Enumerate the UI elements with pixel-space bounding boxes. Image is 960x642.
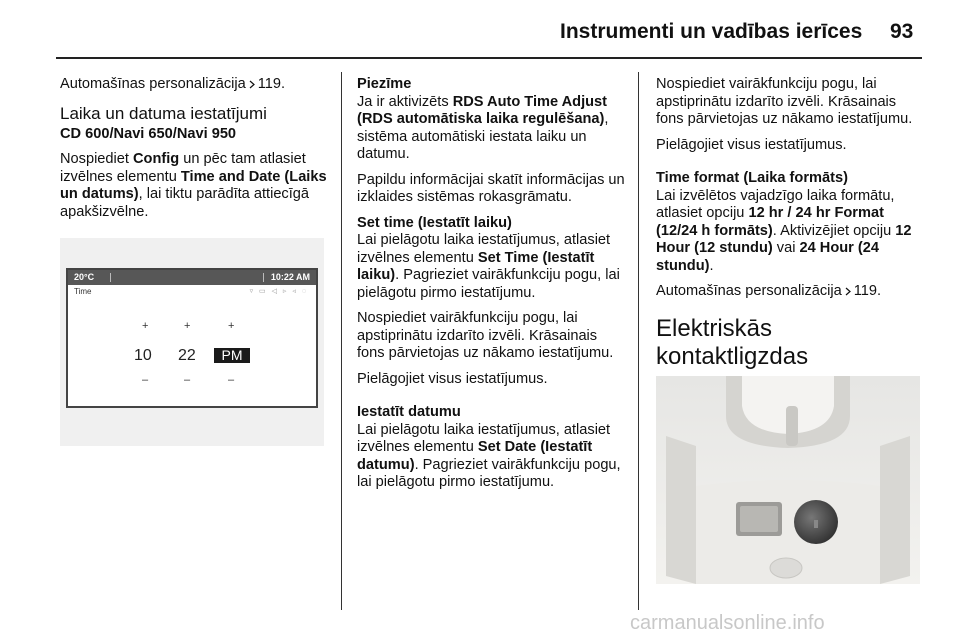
cross-reference[interactable]: Automašīnas personalizācija 119.	[656, 283, 882, 299]
screen-title: Time	[74, 287, 92, 296]
subheading: CD 600/Navi 650/Navi 950	[60, 125, 237, 142]
minute-plus-button[interactable]: +	[184, 320, 191, 332]
minute-minus-button[interactable]: –	[184, 374, 191, 386]
status-bar	[68, 270, 316, 285]
status-icons: ▿ ▭ ◁ ▹ ◃ ◌	[249, 288, 308, 295]
ampm-plus-button[interactable]: +	[228, 320, 235, 332]
paragraph: Nospiediet Config un pēc tam atlasiet izvēlnes elementu Time and Date (Laiks un datums), lai tiktu parādīta attiecīgā apakšizvēlne.	[60, 151, 327, 220]
header-rule	[56, 57, 922, 59]
set-time-paragraph: Lai pielāgotu laika iestatījumus, atlasiet izvēlnes elementu Set Time (Iestatīt laiku). Pagrieziet vairākfunkciju pogu, lai pielāgotu pirmo iestatījumu.	[357, 232, 620, 301]
note-paragraph-2: Papildu informācijai skatīt informācijas un izklaides sistēmas rokasgrāmatu.	[357, 171, 625, 205]
adjust-paragraph: Pielāgojiet visus iestatījumus.	[357, 370, 548, 387]
column-divider-2	[638, 72, 639, 610]
hour-minus-button[interactable]: –	[142, 374, 149, 386]
confirm-paragraph: Nospiediet vairākfunkciju pogu, lai apstiprinātu izdarīto izvēli. Krāsainais fons pārvietojas uz nākamo iestatījumu.	[357, 310, 614, 361]
column-divider-1	[341, 72, 342, 610]
time-settings-figure	[60, 238, 324, 446]
confirm-paragraph: Nospiediet vairākfunkciju pogu, lai apstiprinātu izdarīto izvēli. Krāsainais fons pārvietojas uz nākamo iestatījumu.	[656, 76, 913, 127]
column-1	[60, 76, 330, 229]
set-date-title: Iestatīt datumu	[357, 404, 461, 420]
set-date-paragraph: Lai pielāgotu laika iestatījumus, atlasiet izvēlnes elementu Set Date (Iestatīt datumu). Pagrieziet vairākfunkciju pogu, lai pielāgotu pirmo iestatījumu.	[357, 421, 621, 490]
ampm-value-selected[interactable]: PM	[214, 348, 250, 363]
page-number: 93	[890, 20, 914, 43]
note-paragraph: Ja ir aktivizēts RDS Auto Time Adjust (RDS automātiska laika regulēšana), sistēma automātiski iestata laiku un datumu.	[357, 93, 609, 162]
column-2	[357, 76, 627, 500]
hour-value[interactable]: 10	[134, 347, 152, 364]
infotainment-screen	[66, 268, 318, 408]
set-time-title: Set time (Iestatīt laiku)	[357, 214, 512, 231]
ampm-minus-button[interactable]: –	[228, 374, 235, 386]
watermark: carmanualsonline.info	[630, 612, 825, 634]
reference-arrow-icon	[845, 287, 851, 296]
minute-value[interactable]: 22	[178, 347, 196, 364]
header-title: Instrumenti un vadības ierīces	[560, 20, 863, 43]
hour-plus-button[interactable]: +	[142, 320, 149, 332]
power-outlet-photo	[656, 376, 920, 584]
time-format-title: Time format (Laika formāts)	[656, 170, 848, 186]
section-heading: Laika un datuma iestatījumi	[60, 103, 267, 123]
note-title: Piezīme	[357, 76, 412, 92]
time-format-paragraph: Lai izvēlētos vajadzīgo laika formātu, atlasiet opciju 12 hr / 24 hr Format (12/24 h formāts). Aktivizējiet opciju 12 Hour (12 stundu) vai 24 Hour (24 stundu).	[656, 187, 912, 274]
adjust-paragraph: Pielāgojiet visus iestatījumus.	[656, 136, 847, 153]
reference-arrow-icon	[249, 80, 255, 89]
section-heading: Elektriskās kontaktligzdas	[656, 314, 809, 370]
cross-reference[interactable]: Automašīnas personalizācija 119.	[60, 76, 286, 92]
clock: 10:22 AM	[270, 272, 310, 282]
temperature: 20°C	[74, 272, 95, 282]
column-3	[656, 76, 924, 385]
